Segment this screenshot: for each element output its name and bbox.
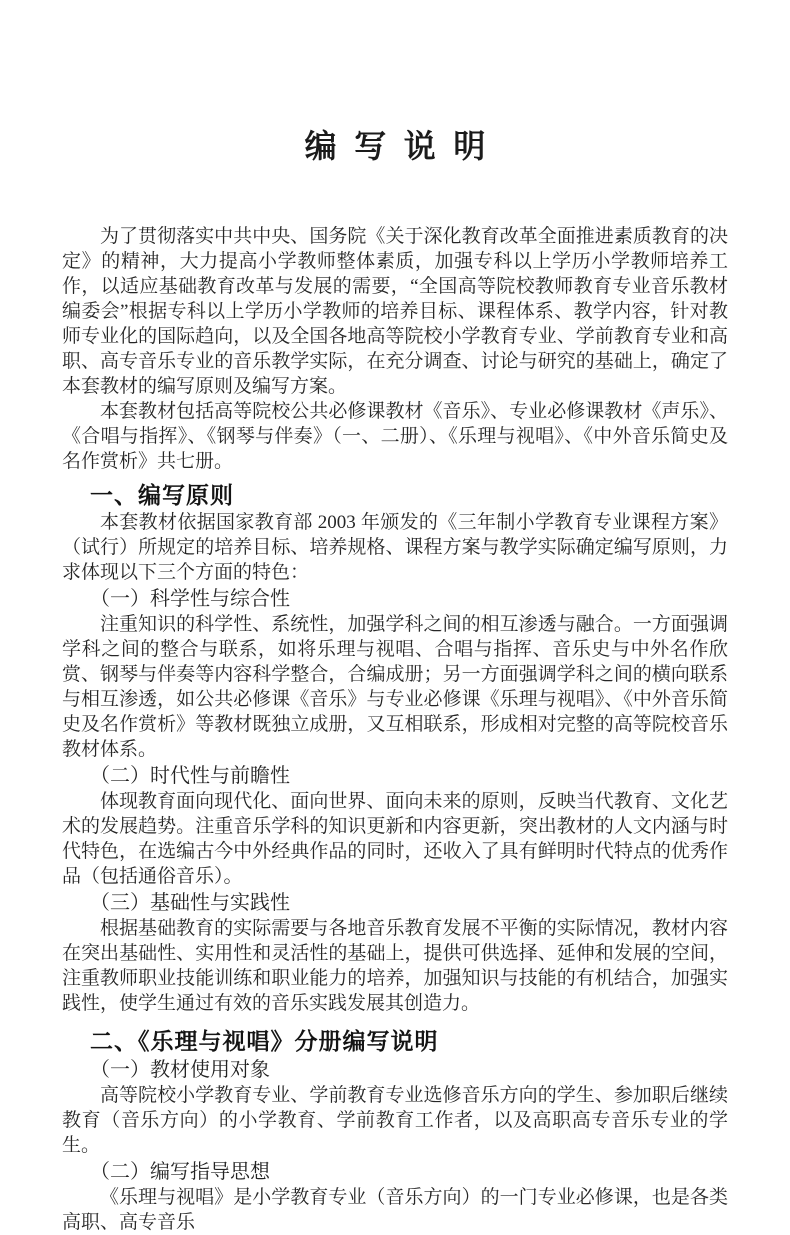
section-lead-paragraph: 本套教材依据国家教育部 2003 年颁发的《三年制小学教育专业课程方案》（试行）所规定的培养目标、培养规格、课程方案与教学实际确定编写原则，力求体现以下三个方面的特色： <box>62 512 728 583</box>
subsection-heading: （一）教材使用对象 <box>90 1059 270 1081</box>
intro-paragraph: 本套教材包括高等院校公共必修课教材《音乐》、专业必修课教材《声乐》、《合唱与指挥》、《钢琴与伴奏》（一、二册）、《乐理与视唱》、《中外音乐简史及名作赏析》共七册。 <box>62 401 728 472</box>
body-paragraph: 高等院校小学教育专业、学前教育专业选修音乐方向的学生、参加职后继续教育（音乐方向）的小学教育、学前教育工作者，以及高职高专音乐专业的学生。 <box>62 1085 728 1156</box>
subsection-foundational-practical <box>62 890 728 1016</box>
subsection-scientific-comprehensive <box>62 586 728 762</box>
body-paragraph: 根据基础教育的实际需要与各地音乐教育发展不平衡的实际情况，教材内容在突出基础性、实用性和灵活性的基础上，提供可供选择、延伸和发展的空间，注重教师职业技能训练和职业能力的培养，加强知识与技能的有机结合，加强实践性，使学生通过有效的音乐实践发展其创造力。 <box>62 918 728 1014</box>
intro-block <box>62 224 728 474</box>
body-paragraph: 注重知识的科学性、系统性，加强学科之间的相互渗透与融合。一方面强调学科之间的整合与联系，如将乐理与视唱、合唱与指挥、音乐史与中外名作欣赏、钢琴与伴奏等内容科学整合，合编成册；另一方面强调学科之间的横向联系与相互渗透，如公共必修课《音乐》与专业必修课《乐理与视唱》、《中外音乐简史及名作赏析》等教材既独立成册，又互相联系，形成相对完整的高等院校音乐教材体系。 <box>62 614 728 760</box>
subsection-contemporary-forward <box>62 763 728 889</box>
subsection-guiding-ideology <box>62 1159 728 1235</box>
body-paragraph: 《乐理与视唱》是小学教育专业（音乐方向）的一门专业必修课，也是各类高职、高专音乐 <box>62 1187 728 1233</box>
subsection-target-audience <box>62 1057 728 1158</box>
subsection-heading: （三）基础性与实践性 <box>90 892 290 914</box>
subsection-heading: （二）时代性与前瞻性 <box>90 765 290 787</box>
section-writing-principles <box>62 480 728 1016</box>
subsection-heading: （一）科学性与综合性 <box>90 588 290 610</box>
document-page <box>0 126 790 1233</box>
page-content <box>62 126 728 1235</box>
section-heading: 一、编写原则 <box>90 482 234 508</box>
subsection-heading: （二）编写指导思想 <box>90 1161 270 1183</box>
section-heading: 二、《乐理与视唱》分册编写说明 <box>90 1028 439 1054</box>
page-title: 编写说明 <box>304 128 503 164</box>
section-volume-notes <box>62 1026 728 1235</box>
intro-paragraph: 为了贯彻落实中共中央、国务院《关于深化教育改革全面推进素质教育的决定》的精神，大力提高小学教师整体素质，加强专科以上学历小学教师培养工作，以适应基础教育改革与发展的需要，“全国高等院校教师教育专业音乐教材编委会”根据专科以上学历小学教师的培养目标、课程体系、教学内容，针对教师专业化的国际趋向，以及全国各地高等院校小学教育专业、学前教育专业和高职、高专音乐专业的音乐教学实际，在充分调查、讨论与研究的基础上，确定了本套教材的编写原则及编写方案。 <box>62 226 728 397</box>
body-paragraph: 体现教育面向现代化、面向世界、面向未来的原则，反映当代教育、文化艺术的发展趋势。注重音乐学科的知识更新和内容更新，突出教材的人文内涵与时代特色，在选编古今中外经典作品的同时，还收入了具有鲜明时代特点的优秀作品（包括通俗音乐）。 <box>62 791 728 887</box>
